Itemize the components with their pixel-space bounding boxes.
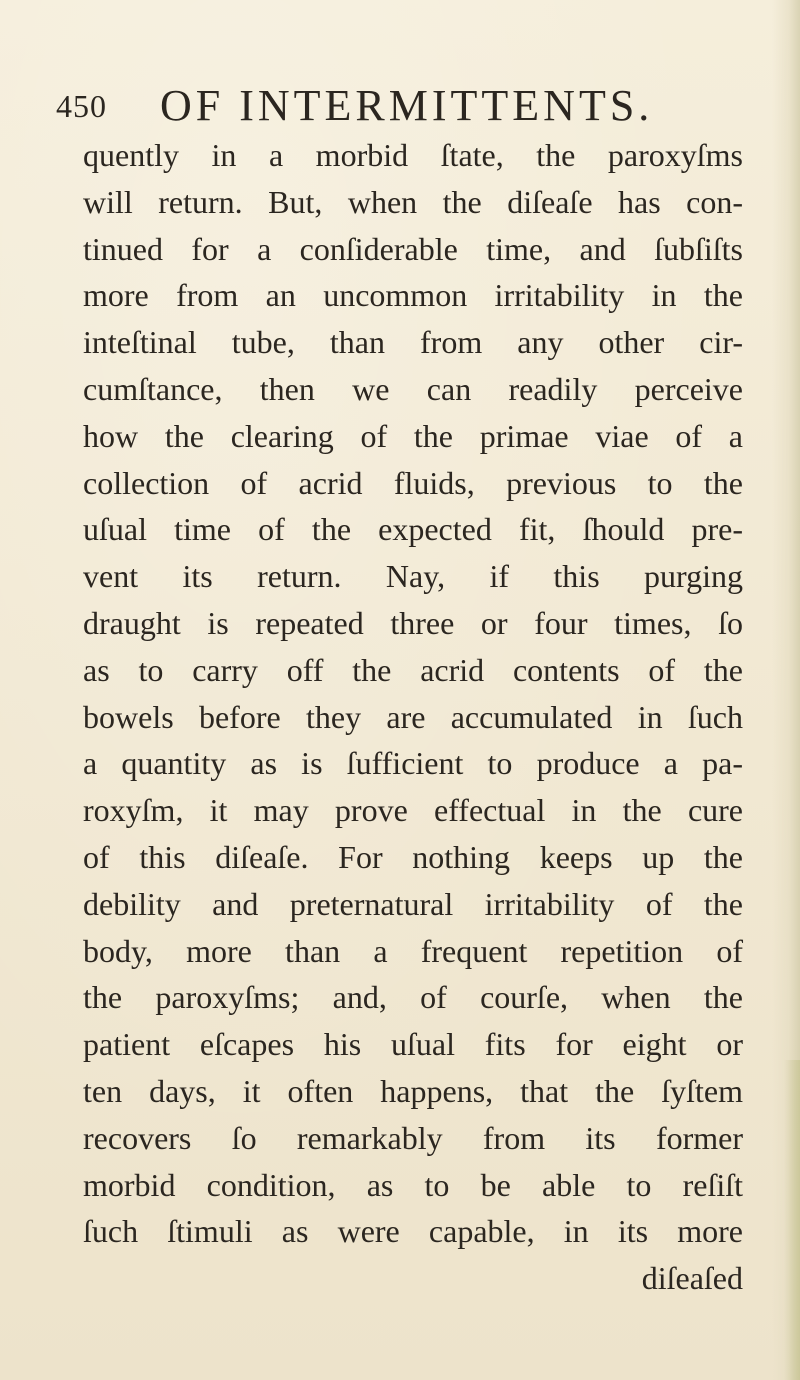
text-line: as to carry off the acrid contents of the (83, 651, 743, 688)
body-text (83, 132, 743, 1302)
text-line: of this diſeaſe. For nothing keeps up the (83, 838, 743, 875)
text-line: debility and preternatural irritability of the (83, 885, 743, 922)
text-line: quently in a morbid ſtate, the paroxyſms (83, 137, 743, 173)
text-line: uſual time of the expected fit, ſhould pre- (83, 511, 743, 548)
text-line: ſuch ſtimuli as were capable, in its more (83, 1213, 743, 1250)
text-line: more from an uncommon irritability in the (83, 277, 743, 314)
page-number: 450 (56, 88, 107, 124)
catchword: diſeaſed (641, 1260, 743, 1297)
text-line: roxyſm, it may prove effectual in the cure (83, 792, 743, 829)
text-line: patient eſcapes his uſual fits for eight or (83, 1026, 743, 1063)
text-line: the paroxyſms; and, of courſe, when the (83, 979, 743, 1016)
text-line: morbid condition, as to be able to reſiſt (83, 1166, 743, 1203)
page-edge-stain (784, 1060, 800, 1380)
text-line: body, more than a frequent repetition of (83, 932, 743, 969)
text-line: cumſtance, then we can readily perceive (83, 370, 743, 407)
running-head (56, 76, 756, 128)
text-line: ten days, it often happens, that the ſyſtem (83, 1072, 743, 1109)
text-line: recovers ſo remarkably from its former (83, 1119, 743, 1156)
text-line: how the clearing of the primae viae of a (83, 417, 743, 454)
text-line: a quantity as is ſufficient to produce a pa- (83, 745, 743, 782)
text-line: inteſtinal tube, than from any other cir- (83, 324, 743, 361)
text-line: tinued for a conſiderable time, and ſubſiſts (83, 230, 743, 267)
text-line: vent its return. Nay, if this purging (83, 558, 743, 595)
chapter-title: OF INTERMITTENTS. (160, 81, 654, 130)
text-line: draught is repeated three or four times, ſo (83, 604, 743, 641)
text-line: collection of acrid fluids, previous to the (83, 464, 743, 501)
text-line: bowels before they are accumulated in ſuch (83, 698, 743, 735)
text-line: will return. But, when the diſeaſe has con- (83, 183, 743, 220)
